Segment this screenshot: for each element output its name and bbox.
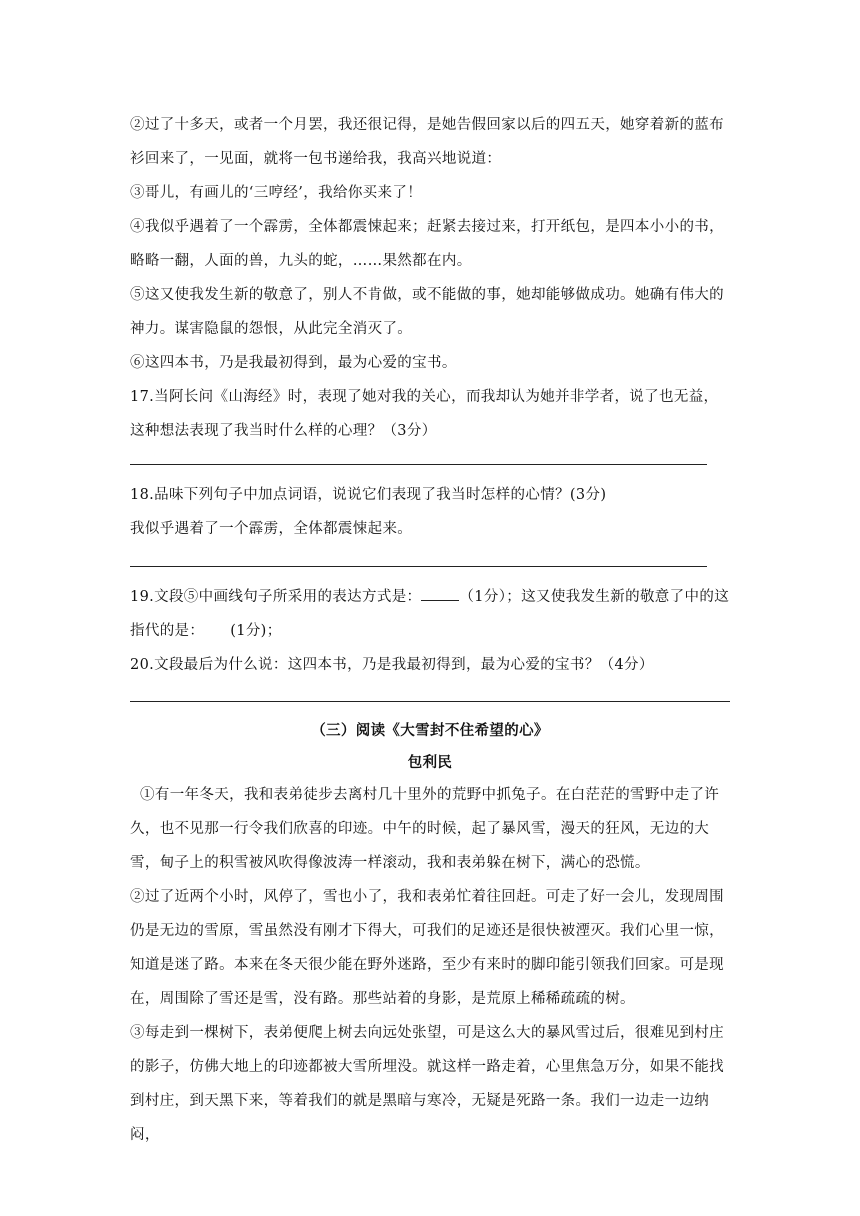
answer-line-18[interactable] [130, 566, 707, 567]
question-17: 17.当阿长问《山海经》时，表现了她对我的关心，而我却认为她并非学者，说了也无益，这种想法表现了我当时什么样的心理？（3分） [130, 389, 719, 439]
question-20: 20.文段最后为什么说：这四本书，乃是我最初得到，最为心爱的宝书？（4分） [130, 657, 654, 673]
answer-line-17[interactable] [130, 464, 707, 465]
passage-paragraph-5: ⑤这又使我发生新的敬意了，别人不肯做，或不能做的事，她却能够做成功。她确有伟大的神力。谋害隐鼠的怨恨，从此完全消灭了。 [130, 287, 724, 337]
question-19-part-c: (1分)； [230, 623, 282, 639]
question-18-sentence: 我似乎遇着了一个霹雳，全体都震悚起来。 [130, 521, 413, 537]
answer-blank-19a[interactable] [421, 586, 459, 601]
passage-paragraph-3: ③哥儿，有画儿的‘三哼经’，我给你买来了！ [130, 185, 423, 201]
passage-paragraph-2: ②过了十多天，或者一个月罢，我还很记得，是她告假回家以后的四五天，她穿着新的蓝布衫回来了，一见面，就将一包书递给我，我高兴地说道： [130, 117, 724, 167]
section-3-title: （三）阅读《大雪封不住希望的心》 [311, 723, 549, 739]
question-18: 18.品味下列句子中加点词语，说说它们表现了我当时怎样的心情？(3分) [130, 487, 607, 503]
passage-paragraph-6: ⑥这四本书，乃是我最初得到，最为心爱的宝书。 [130, 355, 457, 371]
story-paragraph-3: ③每走到一棵树下，表弟便爬上树去向远处张望，可是这么大的暴风雪过后，很难见到村庄的影子，仿佛大地上的印迹都被大雪所埋没。就这样一路走着，心里焦急万分，如果不能找到村庄，到天黑下来，等着我们的就是黑暗与寒冷，无疑是死路一条。我们一边走一边纳闷， [130, 1025, 724, 1143]
question-19 [130, 580, 730, 648]
question-19-part-a: 19.文段⑤中画线句子所采用的表达方式是： [130, 589, 422, 605]
story-paragraph-2: ②过了近两个小时，风停了，雪也小了，我和表弟忙着往回赶。可走了好一会儿，发现周围仍是无边的雪原，雪虽然没有刚才下得大，可我们的足迹还是很快被湮灭。我们心里一惊，知道是迷了路。本来在冬天很少能在野外迷路，至少有来时的脚印能引领我们回家。可是现在，周围除了雪还是雪，没有路。那些站着的身影，是荒原上稀稀疏疏的树。 [130, 889, 724, 1007]
question-19-part-b: （1分）；这又使我发生新的敬意了中的这指代的是： [130, 589, 730, 639]
section-3-author: 包利民 [407, 755, 453, 771]
story-paragraph-1: ①有一年冬天，我和表弟徒步去离村几十里外的荒野中抓兔子。在白茫茫的雪野中走了许久，也不见那一行令我们欣喜的印迹。中午的时候，起了暴风雪，漫天的狂风，无边的大雪，甸子上的积雪被风吹得像波涛一样滚动，我和表弟躲在树下，满心的恐慌。 [130, 787, 720, 871]
passage-paragraph-4: ④我似乎遇着了一个霹雳，全体都震悚起来；赶紧去接过来，打开纸包，是四本小小的书，略略一翻，人面的兽，九头的蛇，……果然都在内。 [130, 219, 724, 269]
answer-line-20[interactable] [130, 701, 730, 702]
